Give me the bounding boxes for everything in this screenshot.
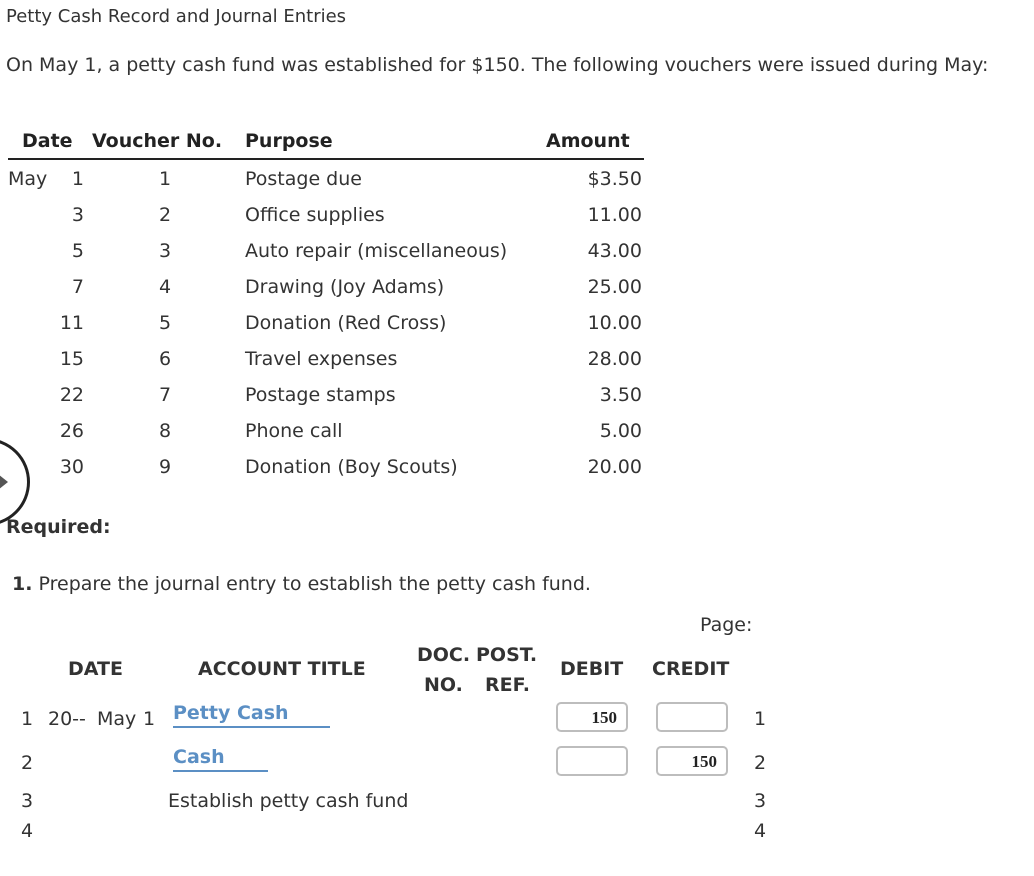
row-day: 1 [71, 168, 84, 190]
row-amount: 11.00 [587, 204, 642, 226]
journal-header-doc-no: NO. [424, 674, 463, 696]
row-purpose: Office supplies [245, 204, 385, 226]
page-label: Page: [700, 614, 753, 636]
journal-header-doc: DOC. [417, 644, 471, 666]
line-number-right: 4 [754, 820, 767, 842]
row-day: 3 [71, 204, 84, 226]
col-header-amount: Amount [546, 130, 630, 152]
problem-intro: On May 1, a petty cash fund was established for $150. The following vouchers were issued during May: [6, 54, 989, 76]
col-header-purpose: Purpose [245, 130, 333, 152]
row-amount: 28.00 [587, 348, 642, 370]
line-number: 3 [21, 790, 34, 812]
row-voucher: 5 [158, 312, 172, 334]
requirement-1 [12, 573, 591, 595]
page-title: Petty Cash Record and Journal Entries [6, 6, 347, 27]
row-amount: $3.50 [587, 168, 642, 190]
month-label: May [8, 168, 48, 190]
account-petty-cash[interactable]: Petty Cash [173, 702, 330, 728]
journal-year: 20-- [48, 708, 86, 730]
row-day: 15 [59, 348, 84, 370]
arrow-left-icon [0, 474, 8, 490]
row-amount: 3.50 [599, 384, 642, 406]
row-amount: 25.00 [587, 276, 642, 298]
required-heading: Required: [6, 516, 111, 538]
row-day: 11 [59, 312, 84, 334]
debit-input-line1[interactable]: 150 [556, 702, 628, 732]
line-number-right: 1 [754, 708, 767, 730]
credit-input-line1[interactable] [656, 702, 728, 732]
row-day: 7 [71, 276, 84, 298]
row-voucher: 9 [158, 456, 172, 478]
journal-header-date: DATE [68, 658, 123, 680]
entry-description: Establish petty cash fund [168, 790, 409, 812]
journal-month: May [97, 708, 137, 730]
row-purpose: Postage due [245, 168, 362, 190]
journal-header-debit: DEBIT [560, 658, 624, 680]
journal-header-post-ref: REF. [485, 674, 531, 696]
row-voucher: 7 [158, 384, 172, 406]
row-purpose: Drawing (Joy Adams) [245, 276, 445, 298]
account-cash[interactable]: Cash [173, 746, 268, 772]
row-voucher: 6 [158, 348, 172, 370]
debit-input-line2[interactable] [556, 746, 628, 776]
row-purpose: Travel expenses [245, 348, 398, 370]
line-number-right: 2 [754, 752, 767, 774]
col-header-voucher: Voucher No. [92, 130, 223, 152]
row-purpose: Donation (Boy Scouts) [245, 456, 458, 478]
requirement-text: Prepare the journal entry to establish the petty cash fund. [38, 573, 591, 595]
journal-header-credit: CREDIT [652, 658, 730, 680]
credit-input-line2[interactable]: 150 [656, 746, 728, 776]
row-voucher: 4 [158, 276, 172, 298]
line-number-right: 3 [754, 790, 767, 812]
col-header-date: Date [22, 130, 73, 152]
line-number: 1 [21, 708, 34, 730]
row-purpose: Postage stamps [245, 384, 396, 406]
line-number: 4 [21, 820, 34, 842]
row-day: 22 [59, 384, 84, 406]
row-amount: 10.00 [587, 312, 642, 334]
row-purpose: Auto repair (miscellaneous) [245, 240, 508, 262]
row-voucher: 8 [158, 420, 172, 442]
row-voucher: 3 [158, 240, 172, 262]
row-voucher: 2 [158, 204, 172, 226]
row-voucher: 1 [158, 168, 172, 190]
row-amount: 20.00 [587, 456, 642, 478]
journal-header-post: POST. [476, 644, 538, 666]
row-purpose: Phone call [245, 420, 343, 442]
journal-header-account: ACCOUNT TITLE [198, 658, 366, 680]
journal-day: 1 [143, 708, 156, 730]
row-day: 26 [59, 420, 84, 442]
row-day: 30 [59, 456, 84, 478]
row-purpose: Donation (Red Cross) [245, 312, 447, 334]
row-amount: 43.00 [587, 240, 642, 262]
row-day: 5 [71, 240, 84, 262]
line-number: 2 [21, 752, 34, 774]
requirement-number: 1. [12, 573, 33, 595]
row-amount: 5.00 [599, 420, 642, 442]
table-header-rule [8, 158, 644, 160]
